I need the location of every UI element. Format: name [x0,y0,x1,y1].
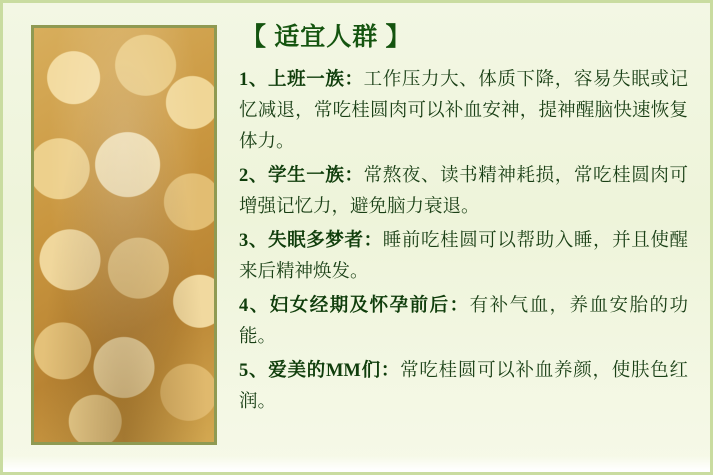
list-item-number: 1、 [239,70,268,90]
list-item-number: 4、 [239,296,270,316]
list-item [239,356,688,418]
list-item-body: 有补气血，养血安胎的功能。 [239,296,688,347]
list-item-body: 睡前吃桂圆可以帮助入睡，并且使醒来后精神焕发。 [239,231,688,282]
list-item-lead: 上班一族： [268,70,364,90]
list-item-lead: 妇女经期及怀孕前后： [269,296,470,316]
list-item-body: 常熬夜、读书精神耗损，常吃桂圆肉可增强记忆力，避免脑力衰退。 [239,166,688,217]
list-item-lead: 爱美的MM们： [268,361,401,381]
photo-shading-overlay [34,28,214,442]
list-item [239,226,688,288]
list-item-lead: 失眠多梦者： [268,231,383,251]
list-item [239,291,688,353]
list-item-lead: 学生一族： [268,166,364,186]
page-title: 【 适宜人群 】 [241,24,412,51]
text-content [217,3,710,431]
list-item-number: 2、 [239,166,268,186]
longan-photo-frame [31,25,217,445]
list-item-number: 5、 [239,361,269,381]
list-item-body: 工作压力大、体质下降，容易失眠或记忆减退，常吃桂圆肉可以补血安神，提神醒脑快速恢复体力。 [239,70,688,152]
list-item [239,161,688,223]
list-item-number: 3、 [239,231,268,251]
list-item [239,65,688,158]
list-item-body: 常吃桂圆可以补血养颜，使肤色红润。 [239,361,688,412]
